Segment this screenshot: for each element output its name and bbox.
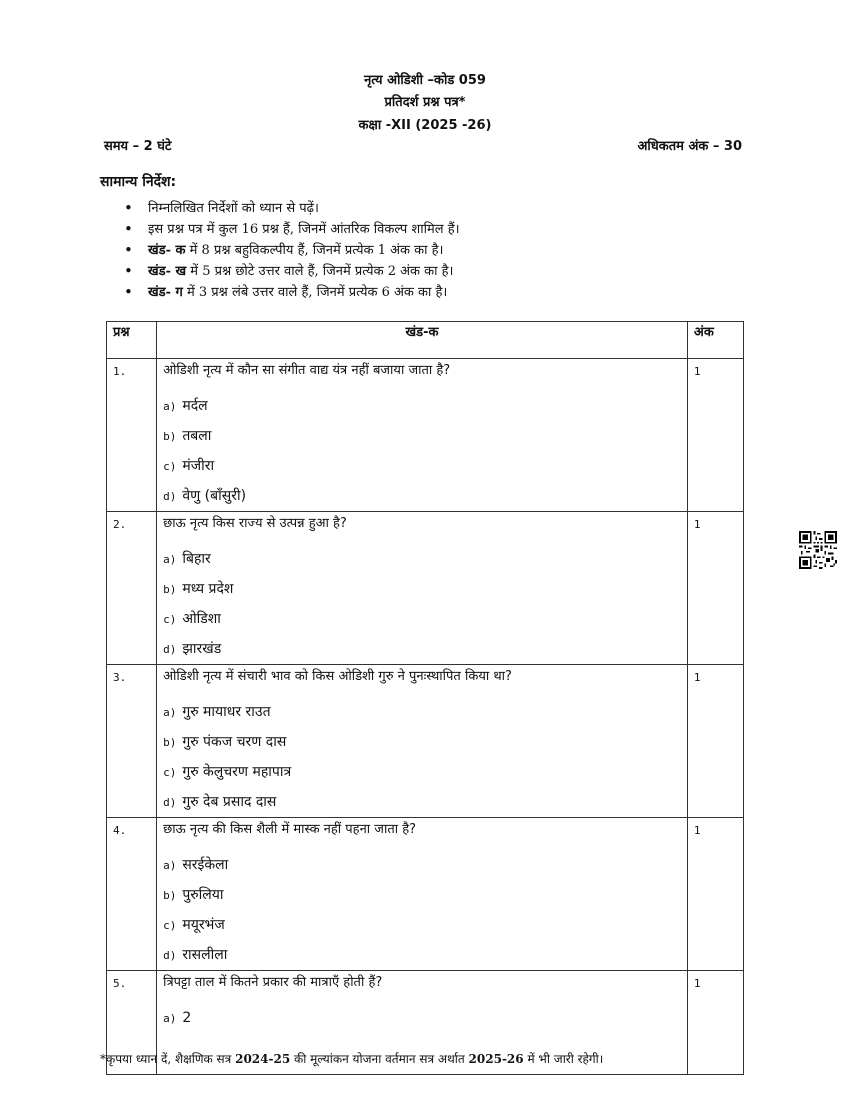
question-marks: 1 [687, 359, 743, 512]
option: b) गुरु पंकज चरण दास [163, 734, 287, 750]
option: c) मंजीरा [163, 458, 215, 474]
option: c) गुरु केलुचरण महापात्र [163, 764, 292, 780]
header-section: खंड-क [157, 322, 688, 359]
instruction-item: • खंड- ग में 3 प्रश्न लंबे उत्तर वाले हैं, जिनमें प्रत्येक 6 अंक का है। [124, 282, 460, 303]
table-row [107, 665, 744, 818]
table-header-row [107, 322, 744, 359]
question-cell [157, 512, 688, 665]
question-text: ओडिशी नृत्य में कौन सा संगीत वाद्य यंत्र नहीं बजाया जाता है? [163, 363, 451, 378]
table-row [107, 512, 744, 665]
question-text: ओडिशी नृत्य में संचारी भाव को किस ओडिशी गुरु ने पुनःस्थापित किया था? [163, 669, 512, 684]
option: d) गुरु देब प्रसाद दास [163, 794, 277, 810]
question-number: 4. [107, 818, 157, 971]
option: b) मध्य प्रदेश [163, 581, 234, 597]
option: d) रासलीला [163, 947, 228, 963]
instructions-title: सामान्य निर्देश: [100, 174, 177, 190]
footnote: *कृपया ध्यान दें, शैक्षणिक सत्र 2024-25 की मूल्यांकन योजना वर्तमान सत्र अर्थात 2025-26 में भी जारी रहेगी। [100, 1052, 604, 1066]
question-number: 5. [107, 971, 157, 1075]
instruction-item: • निम्नलिखित निर्देशों को ध्यान से पढ़ें। [124, 198, 460, 219]
question-text: छाऊ नृत्य किस राज्य से उत्पन्न हुआ है? [163, 516, 347, 531]
question-table [106, 321, 744, 1075]
option: a) 2 [163, 1010, 192, 1026]
option: d) वेणु (बाँसुरी) [163, 488, 247, 504]
question-cell [157, 818, 688, 971]
question-text: छाऊ नृत्य की किस शैली में मास्क नहीं पहना जाता है? [163, 822, 417, 837]
option: a) सरईकेला [163, 857, 229, 873]
question-marks: 1 [687, 971, 743, 1075]
question-text: त्रिपट्टा ताल में कितने प्रकार की मात्राएँ होती हैं? [163, 975, 383, 990]
instruction-item: • खंड- ख में 5 प्रश्न छोटे उत्तर वाले हैं, जिनमें प्रत्येक 2 अंक का है। [124, 261, 460, 282]
table-row [107, 359, 744, 512]
option: b) तबला [163, 428, 212, 444]
question-number: 3. [107, 665, 157, 818]
qr-code-icon [799, 531, 837, 569]
paper-title: नृत्य ओडिशी –कोड 059 [364, 73, 486, 88]
option: a) मर्दल [163, 398, 208, 414]
paper-subtitle: प्रतिदर्श प्रश्न पत्र* [384, 95, 466, 110]
question-marks: 1 [687, 665, 743, 818]
max-marks: अधिकतम अंक – 30 [637, 139, 742, 154]
question-number: 1. [107, 359, 157, 512]
option: d) झारखंड [163, 641, 222, 657]
header-question-no: प्रश्न [107, 322, 157, 359]
question-cell [157, 665, 688, 818]
instruction-item: • खंड- क में 8 प्रश्न बहुविकल्पीय हैं, जिनमें प्रत्येक 1 अंक का है। [124, 240, 460, 261]
header-marks: अंक [687, 322, 743, 359]
option: a) गुरु मायाधर राउत [163, 704, 271, 720]
instruction-item: • इस प्रश्न पत्र में कुल 16 प्रश्न हैं, जिनमें आंतरिक विकल्प शामिल हैं। [124, 219, 460, 240]
table-row [107, 818, 744, 971]
instructions-list [124, 198, 460, 303]
question-cell [157, 359, 688, 512]
option: a) बिहार [163, 551, 211, 567]
question-number: 2. [107, 512, 157, 665]
option: b) पुरुलिया [163, 887, 224, 903]
question-marks: 1 [687, 512, 743, 665]
class-line: कक्षा -XII (2025 -26) [358, 118, 492, 133]
time-allowed: समय – 2 घंटे [104, 139, 172, 154]
option: c) ओडिशा [163, 611, 221, 627]
option: c) मयूरभंज [163, 917, 225, 933]
question-marks: 1 [687, 818, 743, 971]
